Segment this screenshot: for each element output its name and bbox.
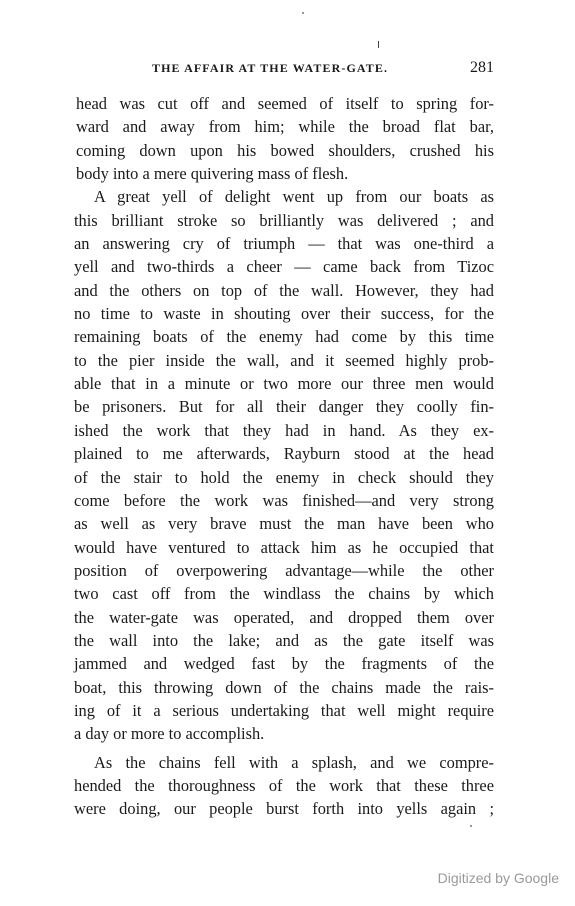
text-line: be prisoners. But for all their danger they coolly fin-: [74, 397, 494, 417]
page-speck: [302, 12, 304, 14]
text-line: boat, this throwing down of the chains made the rais-: [74, 677, 494, 697]
digitized-watermark: Digitized by Google: [437, 870, 559, 886]
text-line: As the chains fell with a splash, and we compre-: [94, 752, 494, 772]
text-line: able that in a minute or two more our three men would: [74, 374, 494, 394]
text-line: and the others on top of the wall. However, they had: [74, 280, 494, 300]
text-line: ing of it a serious undertaking that well might require: [74, 700, 494, 720]
text-line: come before the work was finished—and very strong: [74, 490, 494, 510]
text-line: plained to me afterwards, Rayburn stood at the head: [74, 444, 494, 464]
text-line: an answering cry of triumph — that was one-third a: [74, 234, 494, 254]
text-line: jammed and wedged fast by the fragments of the: [74, 654, 494, 674]
text-line: head was cut off and seemed of itself to spring for-: [76, 94, 494, 113]
text-line: the wall into the lake; and as the gate itself was: [74, 630, 494, 650]
text-line: as well as very brave must the man have been who: [74, 514, 494, 534]
text-line: ished the work that they had in hand. As they ex-: [74, 420, 494, 440]
text-line: were doing, our people burst forth into yells again ;: [74, 799, 494, 819]
text-line: body into a mere quivering mass of flesh.: [76, 164, 349, 184]
paragraph-2: [74, 185, 494, 745]
text-line: to the pier inside the wall, and it seemed highly prob-: [74, 350, 494, 370]
text-line: yell and two-thirds a cheer — came back from Tizoc: [74, 257, 494, 277]
running-title: THE AFFAIR AT THE WATER-GATE.: [152, 61, 389, 75]
text-line: of the stair to hold the enemy in check should they: [74, 467, 494, 487]
text-line: hended the thoroughness of the work that these three: [74, 775, 494, 795]
text-line: remaining boats of the enemy had come by this time: [74, 327, 494, 347]
running-head: [74, 61, 494, 81]
text-line: no time to waste in shouting over their success, for the: [74, 304, 494, 324]
text-line: would have ventured to attack him as he occupied that: [74, 537, 494, 557]
paragraph-1: [74, 92, 494, 185]
body-text: [74, 92, 494, 821]
text-line: ward and away from him; while the broad flat bar,: [76, 117, 494, 137]
page-speck: [470, 825, 472, 827]
text-line: two cast off from the windlass the chains by which: [74, 584, 494, 604]
text-line: A great yell of delight went up from our boats as: [94, 187, 494, 207]
text-line: a day or more to accomplish.: [74, 724, 265, 744]
paragraph-3: [74, 751, 494, 821]
page-number: 281: [470, 59, 494, 76]
text-line: coming down upon his bowed shoulders, crushed his: [76, 140, 494, 160]
text-line: this brilliant stroke so brilliantly was delivered ; and: [74, 210, 494, 230]
page-mark: [378, 41, 379, 48]
text-line: the water-gate was operated, and dropped them over: [74, 607, 494, 627]
text-line: position of overpowering advantage—while the other: [74, 560, 494, 580]
